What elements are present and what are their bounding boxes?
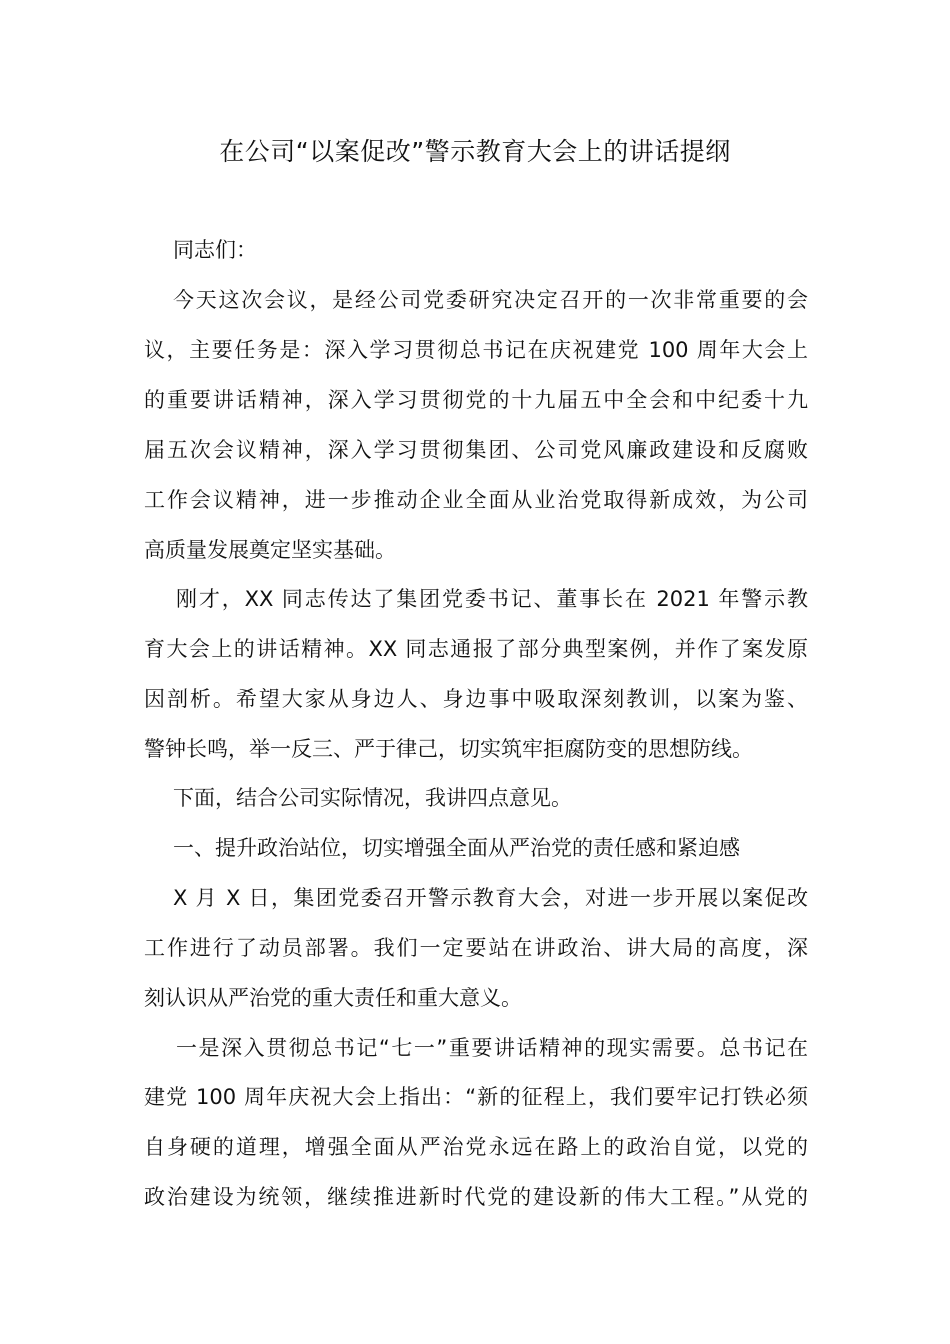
paragraph-2-line-1: 刚才，XX 同志传达了集团党委书记、董事长在 2021 年警示教 (176, 587, 808, 611)
paragraph-5-line-2: 建党 100 周年庆祝大会上指出：“新的征程上，我们要牢记打铁必须 (144, 1085, 808, 1109)
paragraph-3-line-1: 下面，结合公司实际情况，我讲四点意见。 (173, 786, 572, 810)
paragraph-1-line-3: 的重要讲话精神，深入学习贯彻党的十九届五中全会和中纪委十九 (144, 388, 808, 412)
document-title: 在公司“以案促改”警示教育大会上的讲话提纲 (219, 137, 731, 166)
paragraph-1-line-4: 届五次会议精神，深入学习贯彻集团、公司党风廉政建设和反腐败 (144, 438, 808, 462)
salutation: 同志们： (173, 238, 257, 262)
section-heading-1: 一、提升政治站位，切实增强全面从严治党的责任感和紧迫感 (173, 836, 740, 860)
paragraph-4-line-3: 刻认识从严治党的重大责任和重大意义。 (144, 986, 522, 1010)
paragraph-2-line-3: 因剖析。希望大家从身边人、身边事中吸取深刻教训，以案为鉴、 (144, 687, 808, 711)
paragraph-1-line-5: 工作会议精神，进一步推动企业全面从业治党取得新成效，为公司 (144, 488, 808, 512)
paragraph-5-line-3: 自身硬的道理，增强全面从严治党永远在路上的政治自觉，以党的 (144, 1135, 808, 1159)
paragraph-1-line-6: 高质量发展奠定坚实基础。 (144, 538, 396, 562)
paragraph-4-line-1: X 月 X 日，集团党委召开警示教育大会，对进一步开展以案促改 (173, 886, 808, 910)
paragraph-2-line-4: 警钟长鸣，举一反三、严于律己，切实筑牢拒腐防变的思想防线。 (144, 737, 753, 761)
paragraph-5-line-4: 政治建设为统领，继续推进新时代党的建设新的伟大工程。”从党的 (144, 1185, 808, 1209)
paragraph-1-line-1: 今天这次会议，是经公司党委研究决定召开的一次非常重要的会 (173, 288, 808, 312)
paragraph-4-line-2: 工作进行了动员部署。我们一定要站在讲政治、讲大局的高度，深 (144, 936, 808, 960)
paragraph-1-line-2: 议，主要任务是：深入学习贯彻总书记在庆祝建党 100 周年大会上 (144, 338, 808, 362)
paragraph-2-line-2: 育大会上的讲话精神。XX 同志通报了部分典型案例，并作了案发原 (144, 637, 808, 661)
paragraph-5-line-1: 一是深入贯彻总书记“七一”重要讲话精神的现实需要。总书记在 (176, 1036, 808, 1060)
